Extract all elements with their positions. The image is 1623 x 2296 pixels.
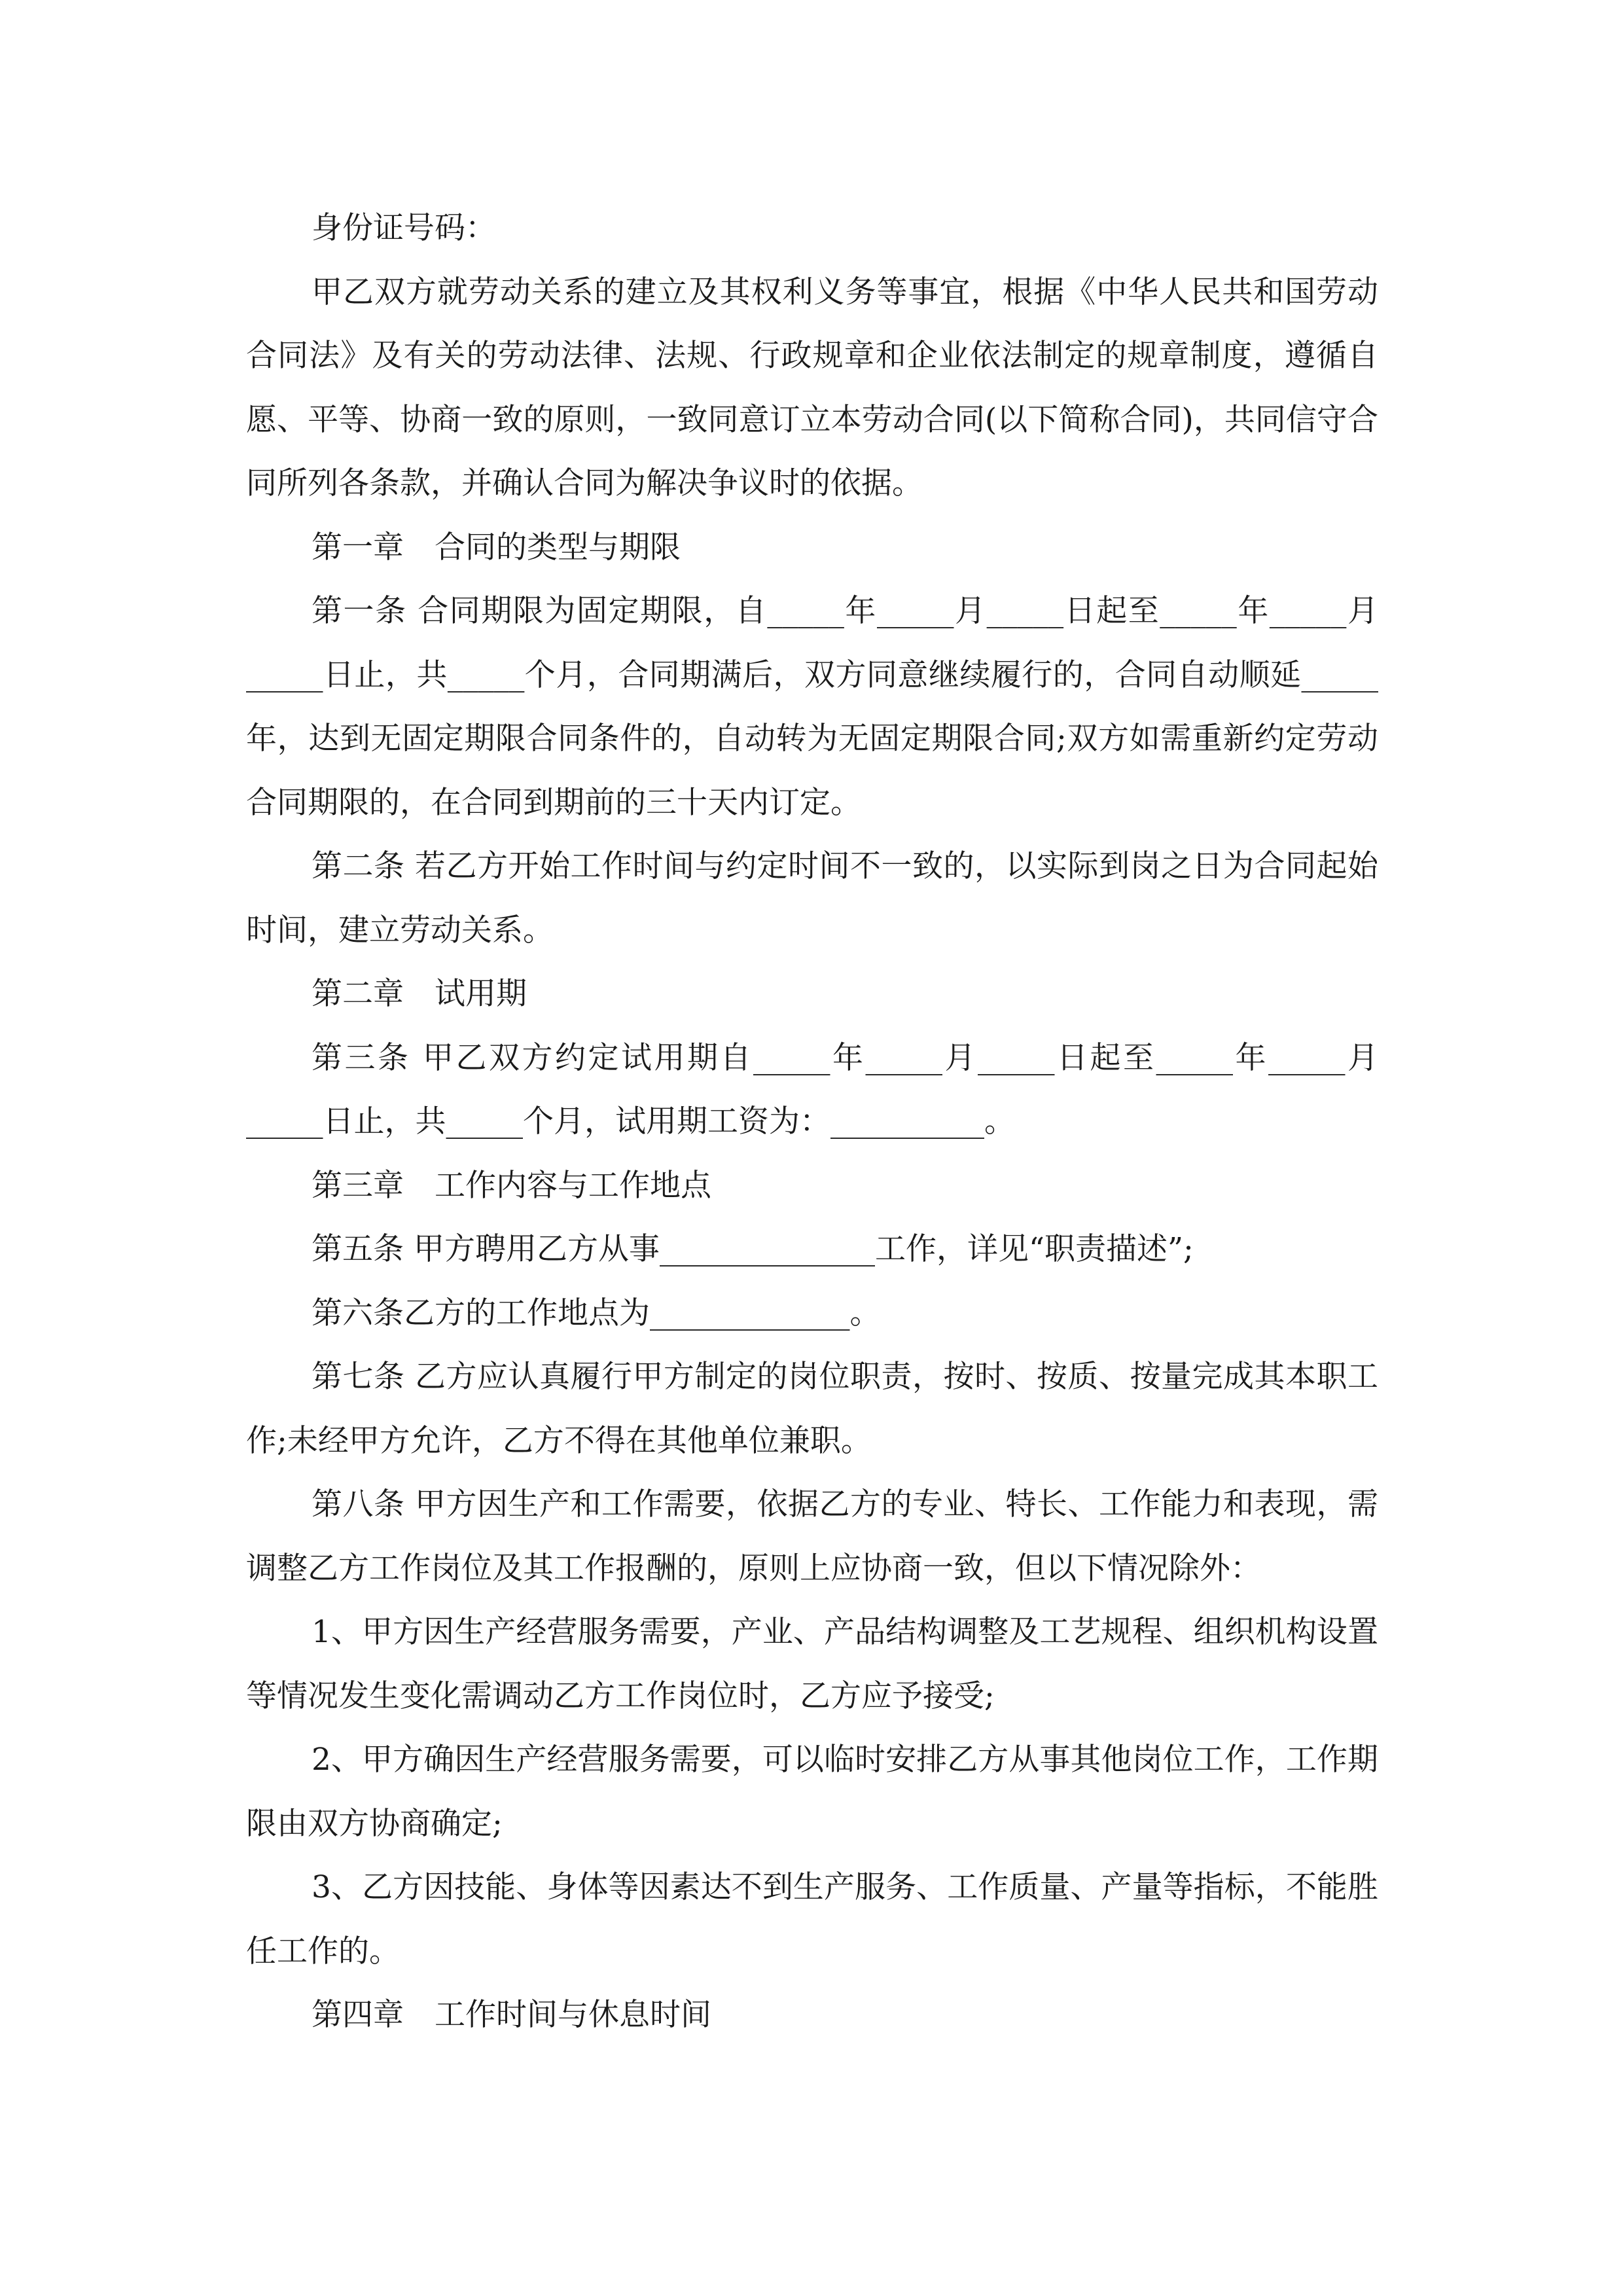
id-number-label: 身份证号码：: [312, 210, 496, 246]
chapter-heading: 第二章 试用期: [312, 976, 527, 1012]
intro-paragraph: 甲乙双方就劳动关系的建立及其权利义务等事宜，根据《中华人民共和国劳动合同法》及有关的劳动法律、法规、行政规章和企业依法制定的规章制度，遵循自愿、平等、协商一致的原则，一致同意订立本劳动合同(以下简称合同)，共同信守合同所列各条款，并确认合同为解决争议时的依据。: [246, 274, 1378, 501]
article-paragraph: 第三条 甲乙双方约定试用期自_____年_____月_____日起至_____年_____月_____日止，共_____个月，试用期工资为：__________。: [246, 1039, 1378, 1139]
list-item: 2、甲方确因生产经营服务需要，可以临时安排乙方从事其他岗位工作，工作期限由双方协商确定;: [246, 1742, 1378, 1842]
article-paragraph: 第二条 若乙方开始工作时间与约定时间不一致的，以实际到岗之日为合同起始时间，建立劳动关系。: [246, 848, 1378, 948]
article-paragraph: 第一条 合同期限为固定期限，自_____年_____月_____日起至_____年_____月_____日止，共_____个月，合同期满后，双方同意继续履行的，合同自动顺延_____年，达到无固定期限合同条件的，自动转为无固定期限合同;双方如需重新约定劳动合同期限的，在合同到期前的三十天内订定。: [246, 593, 1378, 821]
article-paragraph: 第七条 乙方应认真履行甲方制定的岗位职责，按时、按质、按量完成其本职工作;未经甲方允许，乙方不得在其他单位兼职。: [246, 1359, 1378, 1459]
article-paragraph: 第六条乙方的工作地点为_____________。: [312, 1295, 881, 1331]
list-item: 3、乙方因技能、身体等因素达不到生产服务、工作质量、产量等指标，不能胜任工作的。: [246, 1869, 1378, 1969]
article-paragraph: 第五条 甲方聘用乙方从事______________工作，详见“职责描述”;: [312, 1231, 1194, 1267]
chapter-heading: 第三章 工作内容与工作地点: [312, 1167, 711, 1204]
document-body: [246, 196, 1378, 2047]
list-item: 1、甲方因生产经营服务需要，产业、产品结构调整及工艺规程、组织机构设置等情况发生变化需调动乙方工作岗位时，乙方应予接受;: [246, 1614, 1378, 1714]
chapter-heading: 第一章 合同的类型与期限: [312, 529, 681, 565]
article-paragraph: 第八条 甲方因生产和工作需要，依据乙方的专业、特长、工作能力和表现，需调整乙方工作岗位及其工作报酬的，原则上应协商一致，但以下情况除外：: [246, 1486, 1378, 1587]
chapter-heading: 第四章 工作时间与休息时间: [312, 1997, 711, 2033]
